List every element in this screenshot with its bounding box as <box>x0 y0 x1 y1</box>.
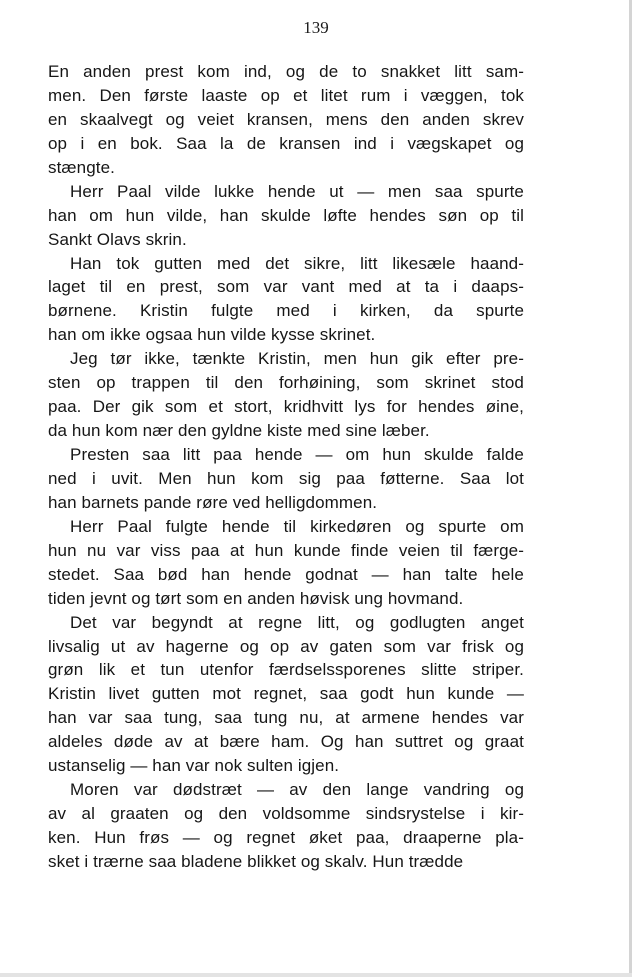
text-line: paa. Der gik som et stort, kridhvitt lys for hendes øine, <box>48 397 524 417</box>
text-line: men. Den første laaste op et litet rum i væggen, tok <box>48 85 524 105</box>
text-line: han barnets pande røre ved helligdommen. <box>48 492 378 512</box>
text-line: av al graaten og den voldsomme sindsrystelse i kir- <box>48 804 524 824</box>
page-number: 139 <box>303 18 329 37</box>
text-line: En anden prest kom ind, og de to snakket litt sam- <box>48 62 524 81</box>
text-line: laget til en prest, som var vant med at ta i daaps- <box>48 277 524 297</box>
text-line: ned i uvit. Men hun kom sig paa føtterne. Saa lot <box>48 468 524 488</box>
text-line: han om ikke ogsaa hun vilde kysse skrinet. <box>48 325 376 345</box>
text-line: da hun kom nær den gyldne kiste med sine læber. <box>48 421 430 441</box>
body-text <box>48 60 524 874</box>
text-line: Moren var dødstræt — av den lange vandring og <box>70 780 524 800</box>
text-line: ustanselig — han var nok sulten igjen. <box>48 756 340 776</box>
text-line: aldeles døde av at bære ham. Og han suttret og graat <box>48 732 524 752</box>
text-line: stængte. <box>48 157 115 177</box>
text-line: Jeg tør ikke, tænkte Kristin, men hun gik efter pre- <box>70 349 524 369</box>
paragraph <box>48 443 524 515</box>
paragraph <box>48 180 524 252</box>
text-line: hun nu var viss paa at hun kunde finde veien til færge- <box>48 540 524 560</box>
paragraph <box>48 515 524 611</box>
text-line: Sankt Olavs skrin. <box>48 229 187 249</box>
text-line: sten op trappen til den forhøining, som skrinet stod <box>48 373 524 393</box>
text-line: stedet. Saa bød han hende godnat — han talte hele <box>48 564 524 584</box>
text-line: Presten saa litt paa hende — om hun skulde falde <box>70 445 524 464</box>
text-line: grøn lik et tun utenfor færdselssporenes slitte striper. <box>48 660 524 680</box>
text-line: Det var begyndt at regne litt, og godlugten anget <box>70 612 524 632</box>
paragraph <box>48 611 524 779</box>
text-line: han var saa tung, saa tung nu, at armene hendes var <box>48 708 524 728</box>
text-line: Herr Paal vilde lukke hende ut — men saa spurte <box>70 181 524 201</box>
text-line: livsalig ut av hagerne og op av gaten som var frisk og <box>48 636 524 656</box>
paragraph <box>48 347 524 443</box>
text-line: tiden jevnt og tørt som en anden høvisk ung hovmand. <box>48 588 464 608</box>
text-line: sket i trærne saa bladene blikket og skalv. Hun trædde <box>48 851 464 871</box>
text-line: Han tok gutten med det sikre, litt likesæle haand- <box>70 253 524 273</box>
page-bottom-edge <box>0 973 632 977</box>
text-line: Kristin livet gutten mot regnet, saa godt hun kunde — <box>48 684 524 704</box>
text-line: Herr Paal fulgte hende til kirkedøren og spurte om <box>70 516 524 536</box>
text-line: op i en bok. Saa la de kransen ind i vægskapet og <box>48 133 524 153</box>
paragraph <box>48 252 524 348</box>
text-line: han om hun vilde, han skulde løfte hendes søn op til <box>48 205 524 225</box>
text-line: en skaalvegt og veiet kransen, mens den anden skrev <box>48 109 524 129</box>
paragraph <box>48 778 524 874</box>
text-line: ken. Hun frøs — og regnet øket paa, draaperne pla- <box>48 828 524 847</box>
paragraph <box>48 60 524 180</box>
text-line: børnene. Kristin fulgte med i kirken, da spurte <box>48 301 524 321</box>
